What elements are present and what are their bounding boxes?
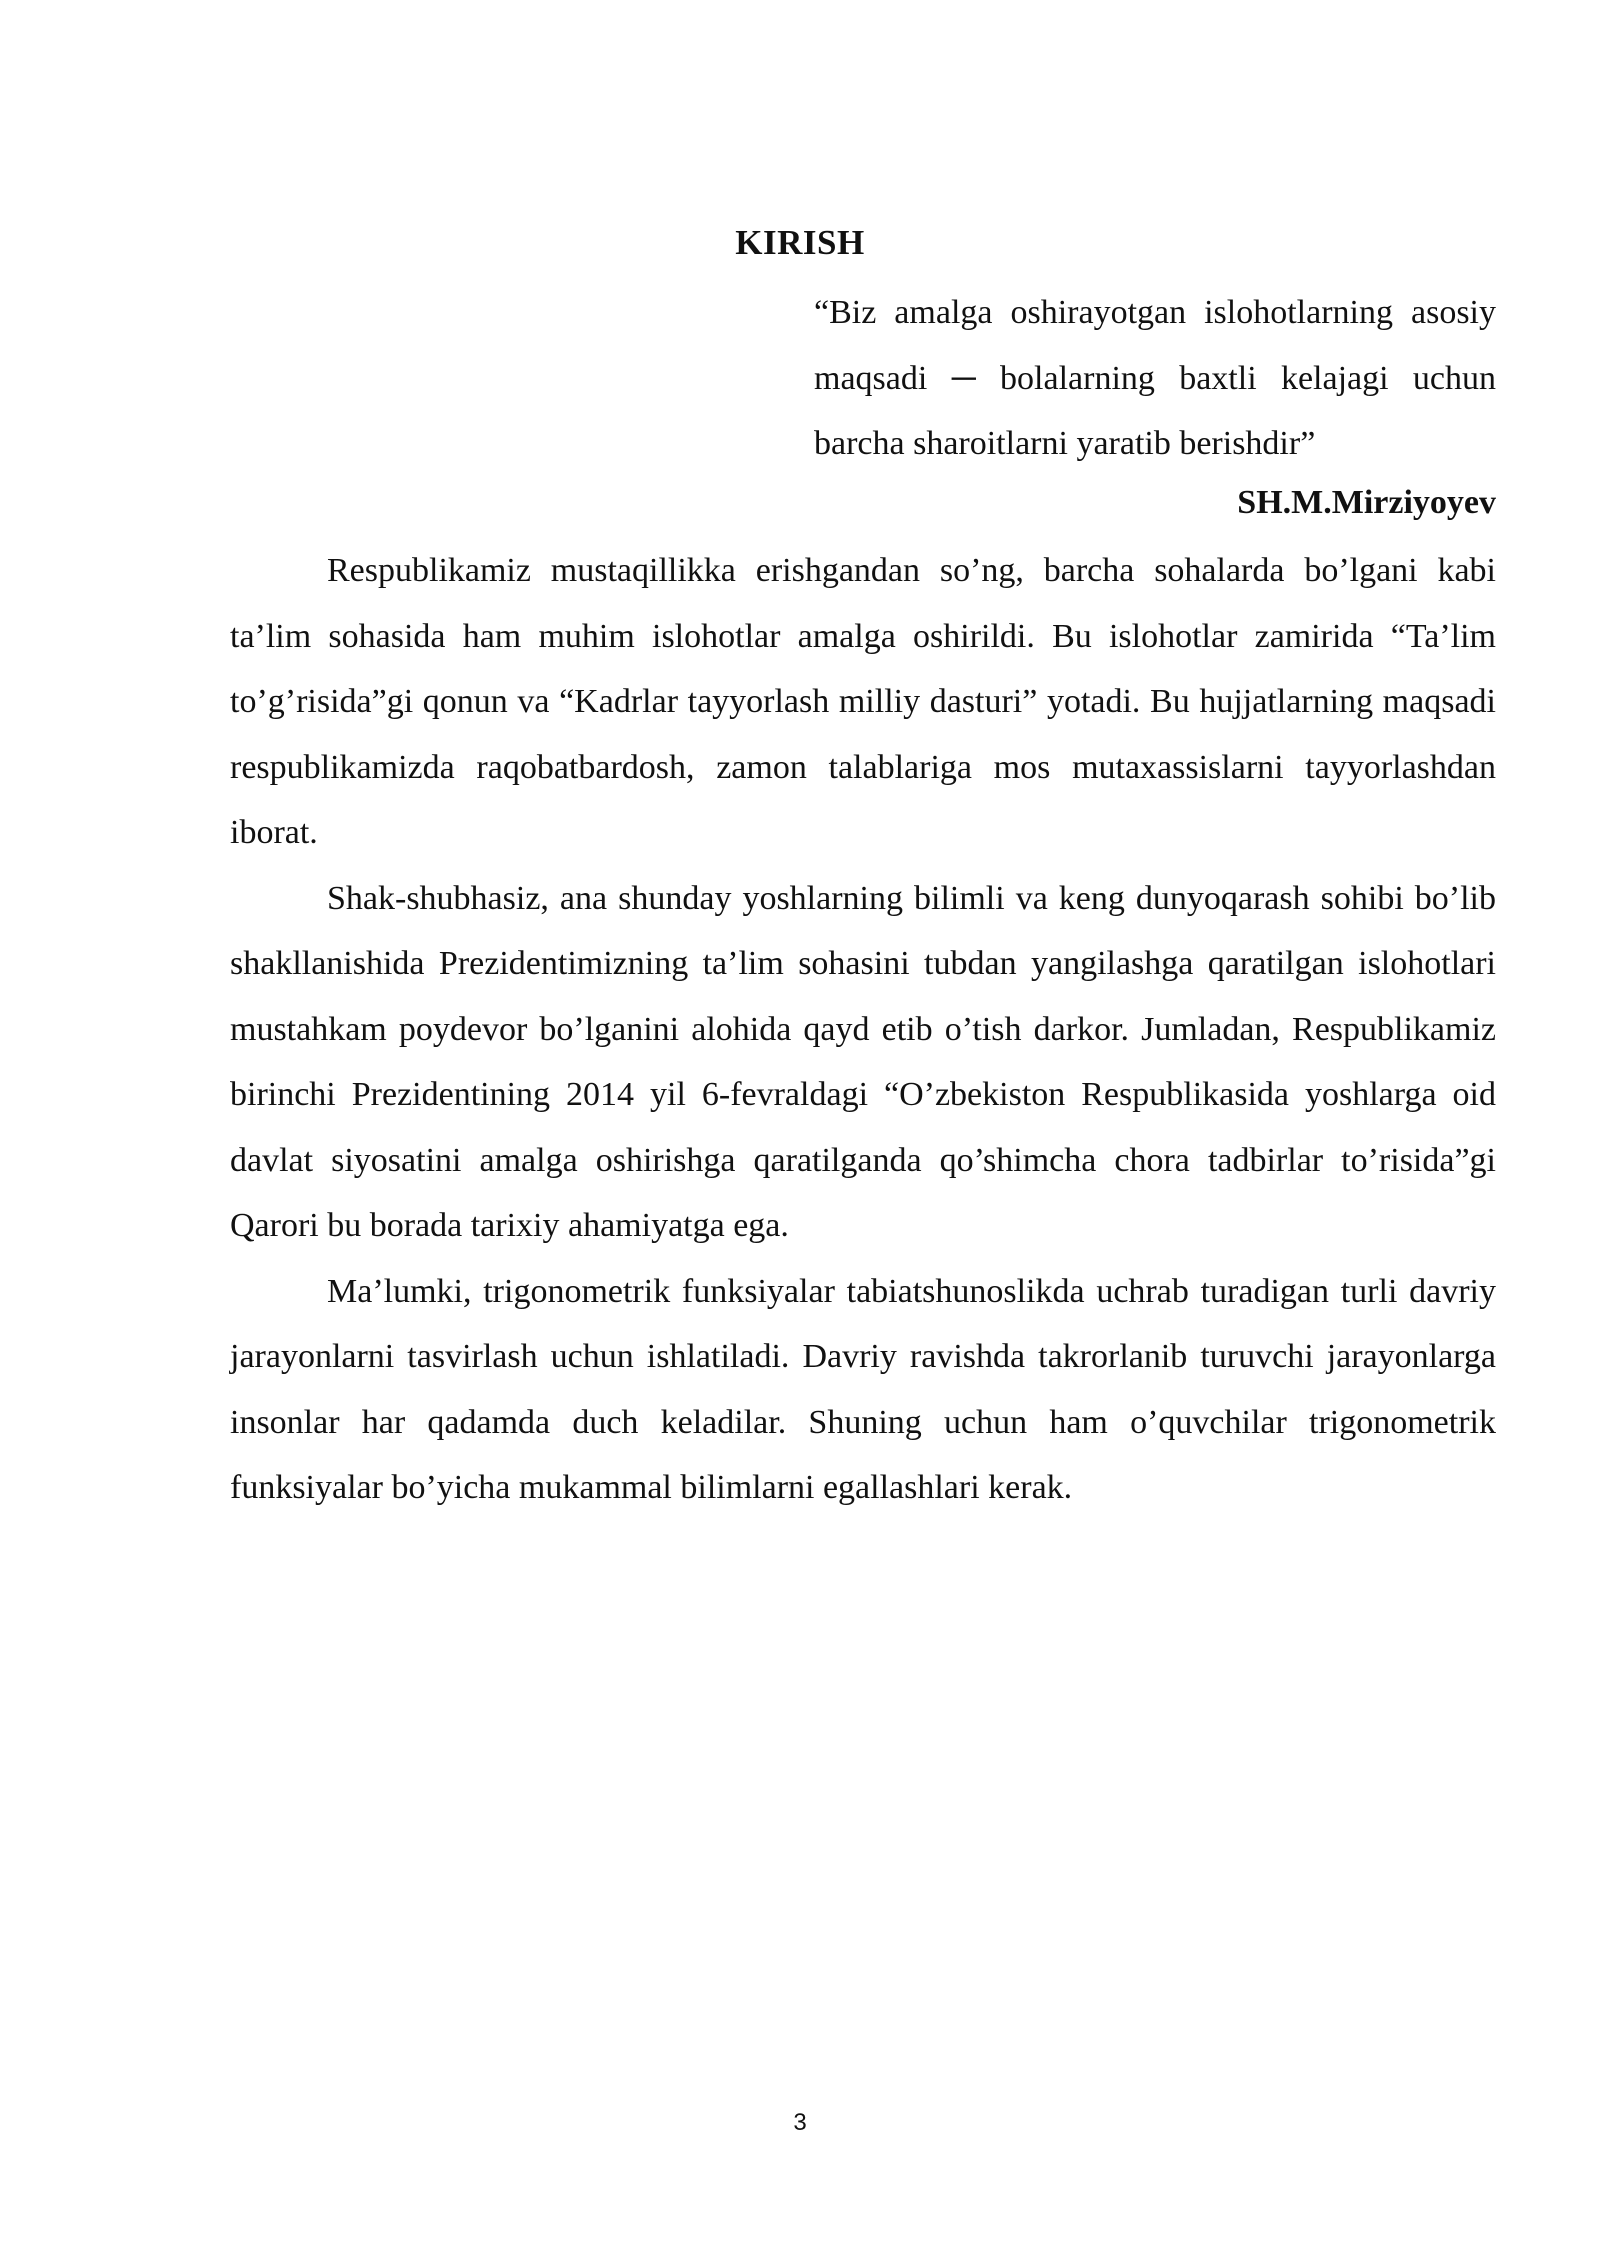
section-heading: KIRISH: [735, 223, 865, 262]
paragraph-2: Shak-shubhasiz, ana shunday yoshlarning bilimli va keng dunyoqarash sohibi bo’lib shakllanishida Prezidentimizning ta’lim sohasini tubdan yangilashga qaratilgan islohotlari mustahkam poydevor bo’lganini alohida qayd etib o’tish darkor. Jumladan, Respublikamiz birinchi Prezidentining 2014 yil 6-fevraldagi “O’zbekiston Respublikasida yoshlarga oid davlat siyosatini amalga oshirishga qaratilganda qo’shimcha chora tadbirlar to’risida”gi Qarori bu borada tarixiy ahamiyatga ega.: [230, 879, 1496, 1244]
paragraph-1: Respublikamiz mustaqillikka erishgandan so’ng, barcha sohalarda bo’lgani kabi ta’lim sohasida ham muhim islohotlar amalga oshirildi. Bu islohotlar zamirida “Ta’lim to’g’risida”gi qonun va “Kadrlar tayyorlash milliy dasturi” yotadi. Bu hujjatlarning maqsadi respublikamizda raqobatbardosh, zamon talablariga mos mutaxassislarni tayyorlashdan iborat.: [230, 552, 1496, 851]
page-number: 3: [793, 2109, 807, 2136]
epigraph-author: SH.M.Mirziyoyev: [1237, 484, 1496, 521]
epigraph-quote: “Biz amalga oshirayotgan islohotlarning asosiy maqsadi ─ bolalarning baxtli kelajagi uchun barcha sharoitlarni yaratib berishdir”: [814, 294, 1496, 462]
paragraph-3: Ma’lumki, trigonometrik funksiyalar tabiatshunoslikda uchrab turadigan turli davriy jarayonlarni tasvirlash uchun ishlatiladi. Davriy ravishda takrorlanib turuvchi jarayonlarga insonlar har qadamda duch keladilar. Shuning uchun ham o’quvchilar trigonometrik funksiyalar bo’yicha mukammal bilimlarni egallashlari kerak.: [230, 1272, 1496, 1506]
body-text: [230, 538, 1496, 1521]
